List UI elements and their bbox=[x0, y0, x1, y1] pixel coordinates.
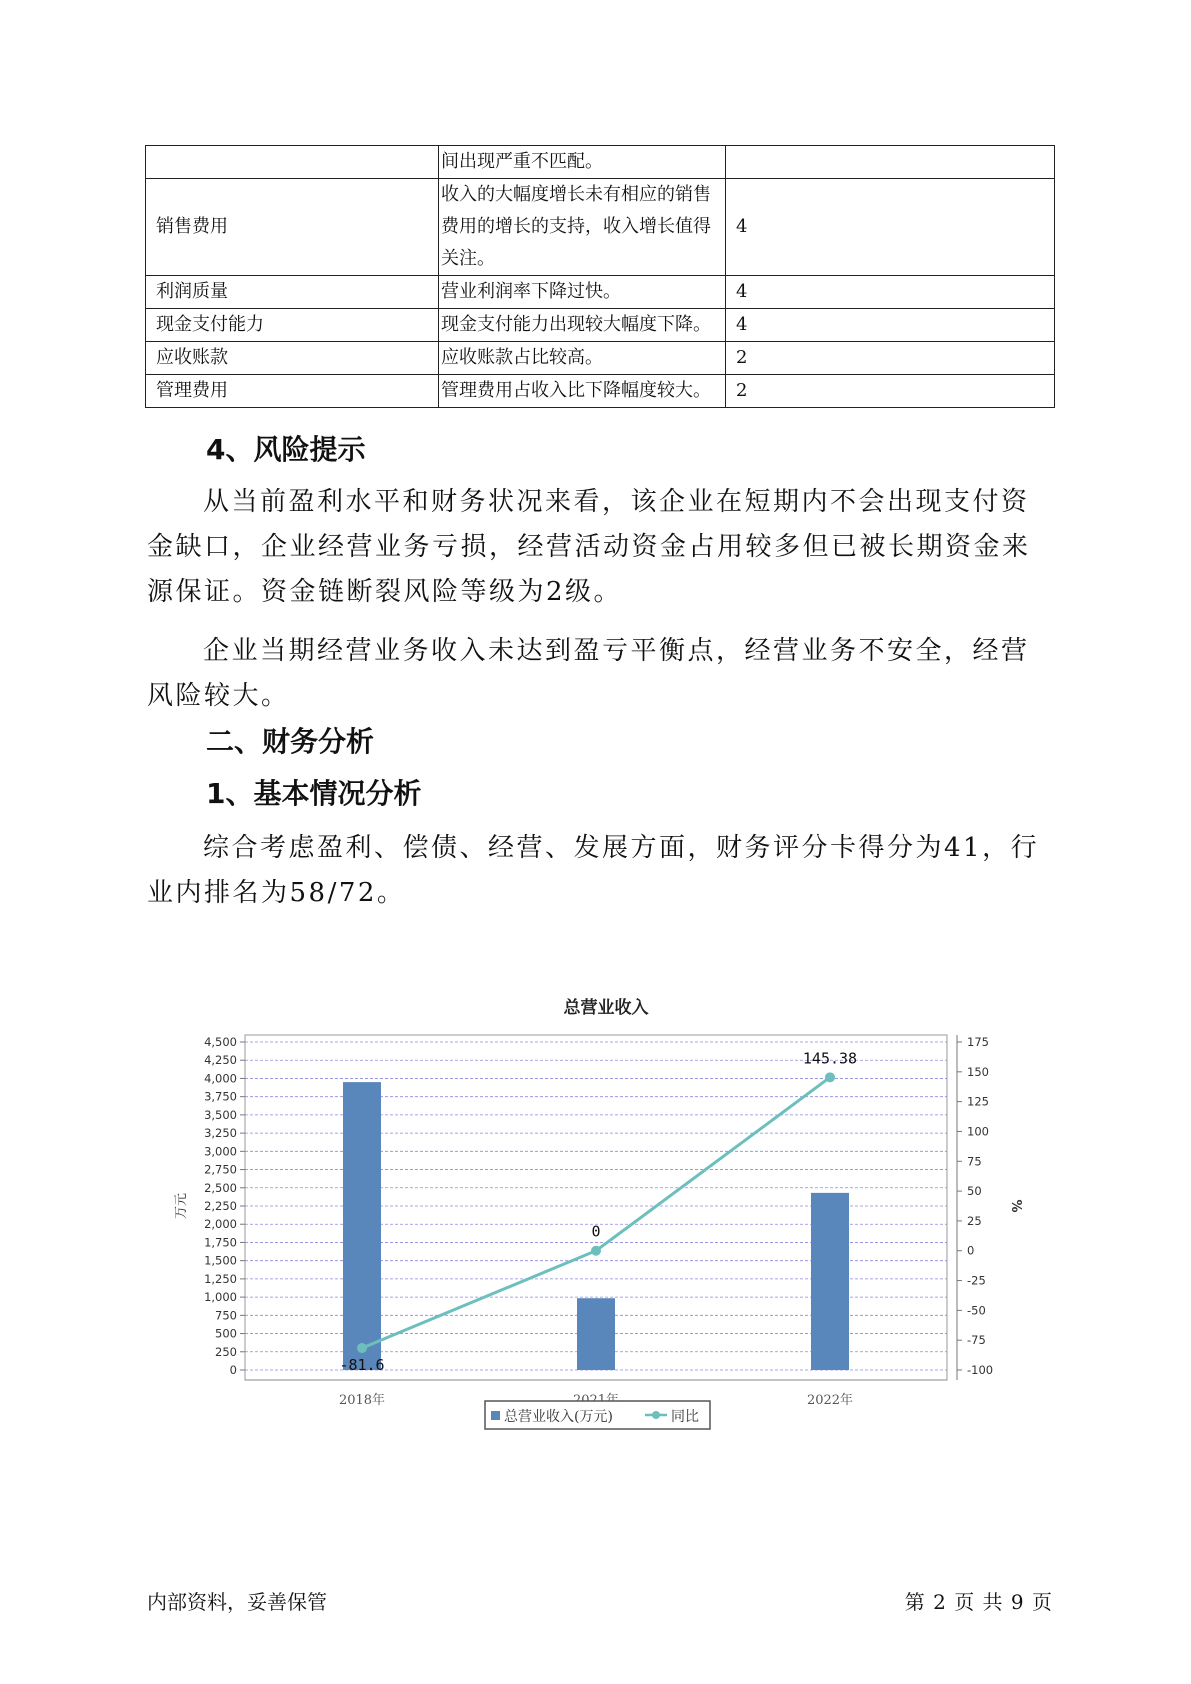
table-cell-description: 管理费用占收入比下降幅度较大。 bbox=[439, 375, 726, 408]
y-tick-label: 4,500 bbox=[204, 1035, 237, 1049]
y2-tick-label: 0 bbox=[967, 1243, 975, 1258]
y2-tick-label: -100 bbox=[967, 1363, 994, 1377]
legend-bar-label: 总营业收入(万元) bbox=[504, 1409, 613, 1425]
table-cell-score: 2 bbox=[726, 375, 1055, 408]
table-row bbox=[146, 375, 1055, 408]
y-tick-label: 250 bbox=[215, 1344, 237, 1359]
legend-line-marker bbox=[652, 1411, 660, 1419]
finance-heading: 二、财务分析 bbox=[206, 725, 375, 758]
y-tick-label: 750 bbox=[215, 1308, 237, 1323]
y2-tick-label: 75 bbox=[967, 1154, 982, 1169]
risk-paragraph-2: 企业当期经营业务收入未达到盈亏平衡点，经营业务不安全，经营风险较大。 bbox=[147, 636, 1030, 711]
legend-bar-swatch bbox=[491, 1411, 500, 1420]
table-cell-score bbox=[726, 146, 1055, 179]
table-cell-item: 管理费用 bbox=[146, 375, 439, 408]
table-row bbox=[146, 146, 1055, 179]
chart-title: 总营业收入 bbox=[563, 998, 649, 1018]
footer-confidential: 内部资料，妥善保管 bbox=[147, 1590, 327, 1614]
y2-tick-label: -50 bbox=[967, 1303, 986, 1318]
y-tick-label: 3,750 bbox=[204, 1089, 237, 1104]
score-paragraph: 综合考虑盈利、偿债、经营、发展方面，财务评分卡得分为41，行业内排名为58/72。 bbox=[147, 833, 1040, 908]
table-row bbox=[146, 342, 1055, 375]
table-cell-item bbox=[146, 146, 439, 179]
table-cell-item: 应收账款 bbox=[146, 342, 439, 375]
y-tick-label: 2,000 bbox=[204, 1217, 237, 1232]
y2-tick-label: -25 bbox=[967, 1273, 986, 1288]
y2-tick-label: -75 bbox=[967, 1333, 986, 1348]
table-cell-score: 4 bbox=[726, 179, 1055, 276]
table-cell-item: 销售费用 bbox=[146, 179, 439, 276]
y-tick-label: 0 bbox=[229, 1363, 237, 1377]
y-tick-label: 3,500 bbox=[204, 1107, 237, 1122]
y-tick-label: 1,750 bbox=[204, 1235, 237, 1250]
basic-analysis-heading: 1、基本情况分析 bbox=[206, 777, 422, 810]
y-tick-label: 2,250 bbox=[204, 1199, 237, 1213]
y-tick-label: 1,500 bbox=[204, 1253, 237, 1268]
table-cell-description: 间出现严重不匹配。 bbox=[439, 146, 726, 179]
table-cell-description: 收入的大幅度增长未有相应的销售费用的增长的支持，收入增长值得关注。 bbox=[439, 179, 726, 276]
yoy-data-label: -81.6 bbox=[339, 1356, 385, 1375]
risk-heading: 4、风险提示 bbox=[206, 433, 366, 466]
yoy-point bbox=[357, 1343, 367, 1353]
y-tick-label: 3,250 bbox=[204, 1126, 237, 1141]
table-cell-score: 4 bbox=[726, 276, 1055, 309]
bar bbox=[343, 1082, 381, 1370]
legend-line-label: 同比 bbox=[671, 1409, 699, 1425]
y-tick-label: 4,250 bbox=[204, 1053, 237, 1068]
table-cell-description: 现金支付能力出现较大幅度下降。 bbox=[439, 309, 726, 342]
bar bbox=[577, 1298, 615, 1370]
y-axis-label: 万元 bbox=[174, 1192, 189, 1220]
y-tick-label: 500 bbox=[215, 1326, 237, 1341]
y2-tick-label: 125 bbox=[967, 1094, 989, 1109]
table-cell-description: 营业利润率下降过快。 bbox=[439, 276, 726, 309]
table-cell-item: 现金支付能力 bbox=[146, 309, 439, 342]
yoy-data-label: 0 bbox=[591, 1222, 601, 1241]
x-tick-label: 2022年 bbox=[806, 1393, 854, 1408]
table-cell-description: 应收账款占比较高。 bbox=[439, 342, 726, 375]
table-row bbox=[146, 309, 1055, 342]
table-cell-score: 4 bbox=[726, 309, 1055, 342]
y-tick-label: 1,250 bbox=[204, 1271, 237, 1286]
bar bbox=[811, 1193, 849, 1370]
y2-tick-label: 50 bbox=[967, 1184, 982, 1199]
footer-page-number: 第 2 页 共 9 页 bbox=[904, 1590, 1053, 1614]
y-tick-label: 2,750 bbox=[204, 1162, 237, 1177]
table-row bbox=[146, 276, 1055, 309]
y-tick-label: 1,000 bbox=[204, 1290, 237, 1305]
y2-axis-label: % bbox=[1008, 1199, 1023, 1213]
risk-table bbox=[145, 145, 1055, 408]
risk-paragraph-1: 从当前盈利水平和财务状况来看，该企业在短期内不会出现支付资金缺口，企业经营业务亏损，经营活动资金占用较多但已被长期资金来源保证。资金链断裂风险等级为2级。 bbox=[147, 487, 1031, 607]
y2-tick-label: 150 bbox=[967, 1064, 989, 1079]
y-tick-label: 2,500 bbox=[204, 1180, 237, 1195]
y2-tick-label: 25 bbox=[967, 1213, 982, 1228]
y-tick-label: 4,000 bbox=[204, 1071, 237, 1086]
y2-tick-label: 175 bbox=[967, 1035, 989, 1049]
x-tick-label: 2018年 bbox=[338, 1393, 386, 1408]
table-cell-score: 2 bbox=[726, 342, 1055, 375]
yoy-data-label: 145.38 bbox=[802, 1049, 858, 1068]
table-row bbox=[146, 179, 1055, 276]
yoy-point bbox=[825, 1072, 835, 1082]
yoy-point bbox=[591, 1246, 601, 1256]
y-tick-label: 3,000 bbox=[204, 1144, 237, 1159]
revenue-chart bbox=[170, 990, 1030, 1440]
y2-tick-label: 100 bbox=[967, 1124, 989, 1139]
table-cell-item: 利润质量 bbox=[146, 276, 439, 309]
